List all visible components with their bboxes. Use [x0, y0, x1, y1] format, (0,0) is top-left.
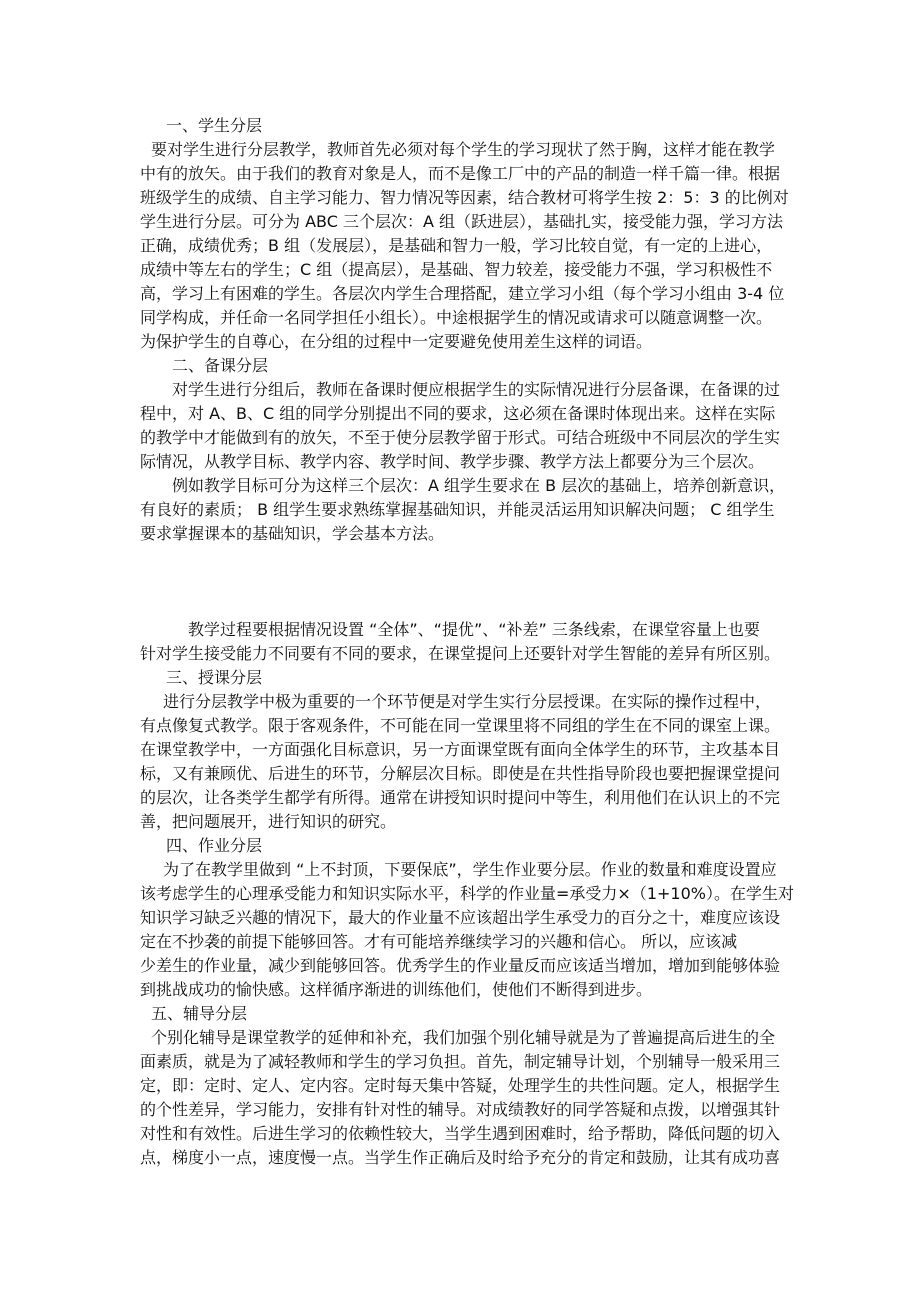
- paragraph-line: 在课堂教学中，一方面强化目标意识，另一方面课堂既有面向全体学生的环节，主攻基本目: [140, 740, 781, 759]
- paragraph-line: 标，又有兼顾优、后进生的环节，分解层次目标。即使是在共性指导阶段也要把握课堂提问: [140, 764, 781, 783]
- paragraph-line: 点，梯度小一点，速度慢一点。当学生作正确后及时给予充分的肯定和鼓励，让其有成功喜: [140, 1148, 781, 1167]
- paragraph-line: 要对学生进行分层教学，教师首先必须对每个学生的学习现状了然于胸，这样才能在教学: [151, 140, 776, 159]
- paragraph-line: 为了在教学里做到 “上不封顶，下要保底”，学生作业要分层。作业的数量和难度设置应: [163, 860, 777, 879]
- paragraph-line: 进行分层教学中极为重要的一个环节便是对学生实行分层授课。在实际的操作过程中，: [163, 692, 772, 711]
- paragraph-line: 到挑战成功的愉快感。这样循序渐进的训练他们，使他们不断得到进步。: [140, 980, 653, 999]
- paragraph-line: 正确，成绩优秀；B 组（发展层），是基础和智力一般，学习比较自觉，有一定的上进心，: [140, 236, 773, 255]
- paragraph-line: 面素质，就是为了减轻教师和学生的学习负担。首先，制定辅导计划，个别辅导一般采用三: [140, 1052, 781, 1071]
- paragraph-line: 同学构成，并任命一名同学担任小组长）。中途根据学生的情况或请求可以随意调整一次。: [140, 308, 773, 327]
- paragraph-line: 定在不抄袭的前提下能够回答。才有可能培养继续学习的兴趣和信心。 所以，应该减: [140, 932, 738, 951]
- paragraph-line: 对学生进行分组后，教师在备课时便应根据学生的实际情况进行分层备课，在备课的过: [172, 380, 781, 399]
- paragraph-line: 的层次，让各类学生都学有所得。通常在讲授知识时提问中等生，利用他们在认识上的不完: [140, 788, 781, 807]
- paragraph-line: 个别化辅导是课堂教学的延伸和补充，我们加强个别化辅导就是为了普遍提高后进生的全: [151, 1028, 776, 1047]
- paragraph-line: 有点像复式教学。限于客观条件，不可能在同一堂课里将不同组的学生在不同的课室上课。: [140, 716, 781, 735]
- paragraph-line: 善，把问题展开，进行知识的研究。: [140, 812, 397, 831]
- heading-lesson-prep-grouping: 二、备课分层: [172, 356, 269, 375]
- heading-student-grouping: 一、学生分层: [166, 116, 263, 135]
- paragraph-line: 中有的放矢。由于我们的教育对象是人，而不是像工厂中的产品的制造一样千篇一律。根据: [140, 164, 781, 183]
- paragraph-line: 少差生的作业量，减少到能够回答。优秀学生的作业量反而应该适当增加，增加到能够体验: [140, 956, 781, 975]
- paragraph-line: 的个性差异，学习能力，安排有针对性的辅导。对成绩教好的同学答疑和点拨，以增强其针: [140, 1100, 781, 1119]
- heading-tutoring-grouping: 五、辅导分层: [151, 1004, 248, 1023]
- heading-homework-grouping: 四、作业分层: [166, 836, 263, 855]
- paragraph-line: 针对学生接受能力不同要有不同的要求，在课堂提问上还要针对学生智能的差异有所区别。: [140, 644, 781, 663]
- paragraph-line: 学生进行分层。可分为 ABC 三个层次：A 组（跃进层），基础扎实，接受能力强，学习方法: [140, 212, 784, 231]
- heading-teaching-grouping: 三、授课分层: [166, 668, 263, 687]
- paragraph-line: 对性和有效性。后进生学习的依赖性较大，当学生遇到困难时，给予帮助，降低问题的切入: [140, 1124, 781, 1143]
- paragraph-line: 该考虑学生的心理承受能力和知识实际水平，科学的作业量=承受力×（1+10%）。在学生对: [140, 884, 794, 903]
- paragraph-line: 高，学习上有困难的学生。各层次内学生合理搭配，建立学习小组（每个学习小组由 3-4 位: [140, 284, 785, 303]
- paragraph-line: 有良好的素质； B 组学生要求熟练掌握基础知识，并能灵活运用知识解决问题； C 组学生: [140, 500, 775, 519]
- paragraph-line: 的教学中才能做到有的放矢，不至于使分层教学留于形式。可结合班级中不同层次的学生实: [140, 428, 781, 447]
- paragraph-line: 要求掌握课本的基础知识，学会基本方法。: [140, 524, 445, 543]
- paragraph-line: 班级学生的成绩、自主学习能力、智力情况等因素，结合教材可将学生按 2：5：3 的比例对: [140, 188, 789, 207]
- paragraph-line: 成绩中等左右的学生；C 组（提高层），是基础、智力较差，接受能力不强，学习积极性不: [140, 260, 773, 279]
- paragraph-line: 例如教学目标可分为这样三个层次：A 组学生要求在 B 层次的基础上，培养创新意识，: [172, 476, 786, 495]
- paragraph-line: 程中，对 A、B、C 组的同学分别提出不同的要求，这必须在备课时体现出来。这样在实际: [140, 404, 776, 423]
- paragraph-line: 为保护学生的自尊心，在分组的过程中一定要避免使用差生这样的词语。: [140, 332, 653, 351]
- paragraph-line: 际情况，从教学目标、教学内容、教学时间、教学步骤、教学方法上都要分为三个层次。: [140, 452, 765, 471]
- paragraph-line: 知识学习缺乏兴趣的情况下，最大的作业量不应该超出学生承受力的百分之十，难度应该设: [140, 908, 781, 927]
- paragraph-line: 教学过程要根据情况设置 “全体”、“提优”、“补差” 三条线索，在课堂容量上也要: [188, 620, 760, 639]
- paragraph-line: 定，即：定时、定人、定内容。定时每天集中答疑，处理学生的共性问题。定人，根据学生: [140, 1076, 781, 1095]
